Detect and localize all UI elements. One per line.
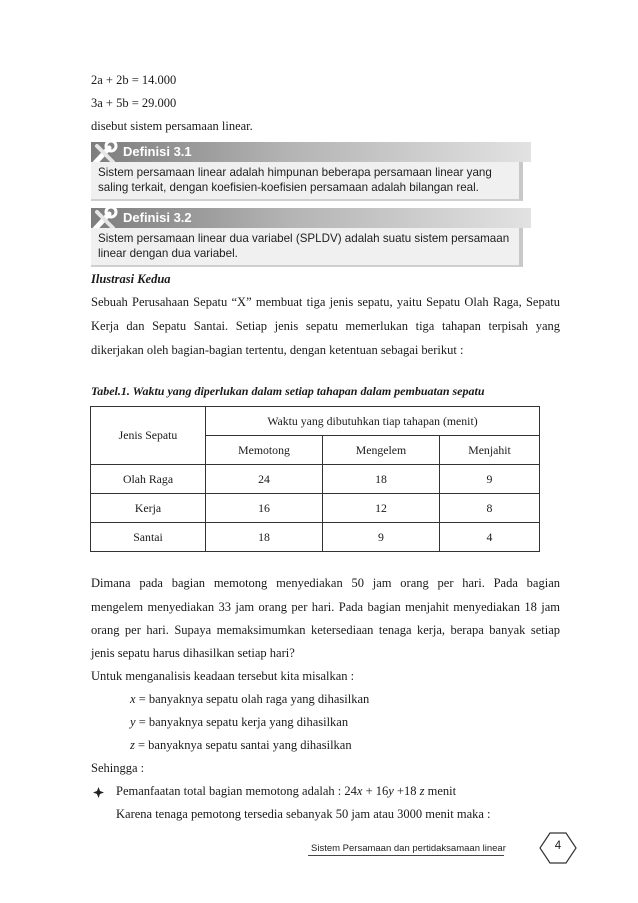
body-line: mengelem menyediakan 33 jam orang per hari. Pada bagian menjahit menyediakan 18 jam — [91, 600, 560, 614]
table-row — [91, 523, 540, 552]
definition-line: Sistem persamaan linear adalah himpunan beberapa persamaan linear yang — [98, 166, 492, 179]
illustration-line: Sebuah Perusahaan Sepatu “X” membuat tiga jenis sepatu, yaitu Sepatu Olah Raga, Sepatu — [91, 295, 560, 309]
bullet-text: Pemanfaatan total bagian memotong adalah : 24 — [116, 784, 357, 798]
variable-symbol: z — [130, 738, 135, 752]
definition-line: saling terkait, dengan koefisien-koefisien persamaan adalah bilangan real. — [98, 181, 479, 194]
row-header-cell: Jenis Sepatu — [91, 407, 206, 465]
table-row — [91, 494, 540, 523]
shoe-time-table — [90, 406, 540, 552]
table-cell: 12 — [323, 494, 440, 523]
table-cell: Santai — [91, 523, 206, 552]
definition-text — [91, 228, 523, 267]
body-line: Karena tenaga pemotong tersedia sebanyak 50 jam atau 3000 menit maka : — [116, 807, 491, 821]
body-line: Untuk menganalisis keadaan tersebut kita misalkan : — [91, 669, 355, 683]
table-header-row — [91, 407, 540, 436]
equations-caption: disebut sistem persamaan linear. — [91, 119, 253, 133]
table-caption: Tabel.1. Waktu yang diperlukan dalam setiap tahapan dalam pembuatan sepatu — [91, 384, 485, 398]
equation-1: 2a + 2b = 14.000 — [91, 73, 177, 87]
group-header-cell: Waktu yang dibutuhkan tiap tahapan (menit) — [206, 407, 540, 436]
page-number-badge — [538, 831, 578, 865]
table-cell: 18 — [206, 523, 323, 552]
variable-definition — [130, 738, 352, 753]
definition-label: Definisi 3.1 — [123, 144, 192, 159]
body-line: orang per hari. Supaya memaksimumkan ketersediaan tenaga kerja, berapa banyak setiap — [91, 623, 560, 637]
footer-text: Sistem Persamaan dan pertidaksamaan linear — [311, 843, 506, 854]
table-cell: Olah Raga — [91, 465, 206, 494]
variable-symbol: x — [356, 784, 363, 798]
table-cell: 16 — [206, 494, 323, 523]
sehingga-label: Sehingga : — [91, 761, 145, 775]
illustration-line: Kerja dan Sepatu Santai. Setiap jenis sepatu memerlukan tiga tahapan terpisah yang — [91, 319, 560, 333]
table-cell: 24 — [206, 465, 323, 494]
illustration-heading: Ilustrasi Kedua — [91, 272, 171, 286]
bullet-line — [116, 784, 456, 799]
variable-definition — [130, 692, 369, 707]
table-cell: 4 — [440, 523, 540, 552]
table-row — [91, 465, 540, 494]
table-cell: 9 — [440, 465, 540, 494]
variable-text: = banyaknya sepatu kerja yang dihasilkan — [135, 715, 349, 729]
bullet-text: +18 — [393, 784, 420, 798]
table-cell: 8 — [440, 494, 540, 523]
body-line: jenis sepatu harus dihasilkan setiap hari? — [91, 646, 295, 660]
column-header-cell: Menjahit — [440, 436, 540, 465]
bullet-text: + 16 — [362, 784, 389, 798]
variable-symbol: y — [130, 715, 136, 729]
variable-symbol: z — [419, 784, 425, 798]
definition-line: Sistem persamaan linear dua variabel (SPLDV) adalah suatu sistem persamaan — [98, 232, 510, 245]
table-cell: 9 — [323, 523, 440, 552]
variable-symbol: x — [130, 692, 136, 706]
diamond-bullet-icon — [93, 787, 104, 798]
variable-symbol: y — [388, 784, 394, 798]
column-header-cell: Mengelem — [323, 436, 440, 465]
definition-line: linear dengan dua variabel. — [98, 247, 238, 260]
page-number: 4 — [554, 840, 562, 852]
definition-text — [91, 162, 523, 201]
equation-2: 3a + 5b = 29.000 — [91, 96, 177, 110]
variable-definition — [130, 715, 348, 730]
table-cell: 18 — [323, 465, 440, 494]
column-header-cell: Memotong — [206, 436, 323, 465]
definition-label: Definisi 3.2 — [123, 210, 192, 225]
bullet-text: menit — [424, 784, 457, 798]
variable-text: = banyaknya sepatu olah raga yang dihasilkan — [135, 692, 370, 706]
table-cell: Kerja — [91, 494, 206, 523]
body-line: Dimana pada bagian memotong menyediakan 50 jam orang per hari. Pada bagian — [91, 576, 560, 590]
illustration-line: dikerjakan oleh bagian-bagian tertentu, dengan ketentuan sebagai berikut : — [91, 343, 464, 357]
variable-text: = banyaknya sepatu santai yang dihasilkan — [134, 738, 352, 752]
footer-rule — [308, 855, 504, 856]
